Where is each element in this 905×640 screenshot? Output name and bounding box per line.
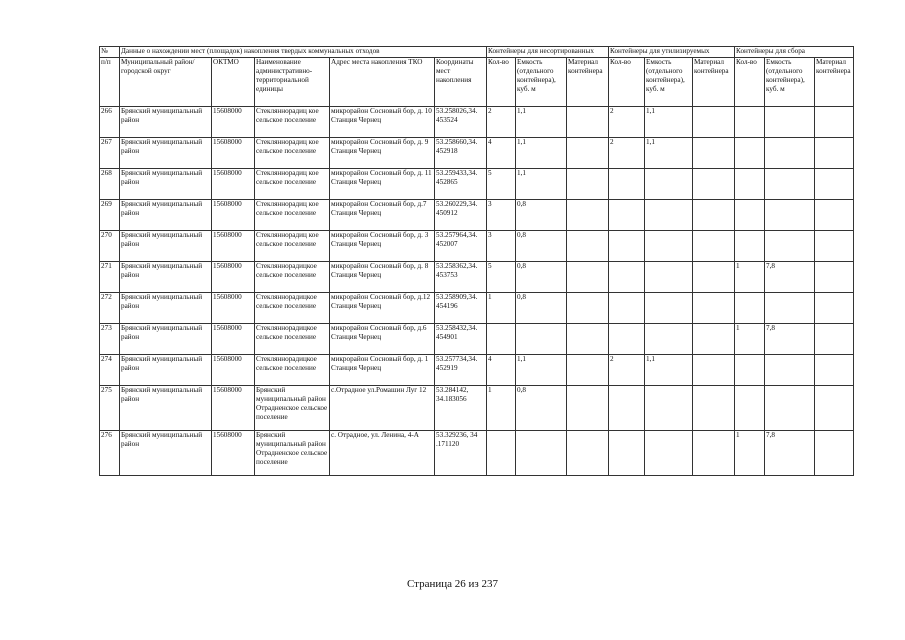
- col-district-cell: Брянский муниципальный район: [120, 138, 212, 169]
- col-collection-count-cell: 1: [735, 431, 765, 476]
- col-unsorted-capacity-cell: 0,8: [516, 200, 567, 231]
- col-collection-count-cell: 1: [735, 262, 765, 293]
- col-collection-count-cell: 1: [735, 324, 765, 355]
- table-row: [100, 386, 854, 431]
- col-address-cell: микрорайон Сосновый бор, д.6 Станция Чернец: [330, 324, 435, 355]
- col-unsorted-material-cell: [567, 386, 609, 431]
- col-collection-count-cell: [735, 386, 765, 431]
- table-row: [100, 262, 854, 293]
- col-collection-material-cell: [815, 138, 854, 169]
- col-unsorted-material-cell: [567, 200, 609, 231]
- col-unsorted-capacity-cell: 0,8: [516, 293, 567, 324]
- col-oktmo-cell: 15608000: [212, 231, 255, 262]
- col-collection-capacity-cell: 7,8: [765, 324, 815, 355]
- col-unsorted-capacity-cell: 1,1: [516, 138, 567, 169]
- col-coordinates-cell: 53.284142, 34.183056: [435, 386, 487, 431]
- col-recyclable-capacity-cell: [645, 431, 693, 476]
- col-recyclable-count-cell: [609, 200, 645, 231]
- col-recyclable-count-cell: [609, 293, 645, 324]
- col-recyclable-capacity-cell: [645, 386, 693, 431]
- col-collection-capacity-cell: [765, 169, 815, 200]
- col-oktmo-cell: 15608000: [212, 262, 255, 293]
- col-district-cell: Брянский муниципальный район: [120, 262, 212, 293]
- col-district-cell: Брянский муниципальный район: [120, 355, 212, 386]
- col-address-cell: с. Отрадное, ул. Ленина, 4-А: [330, 431, 435, 476]
- col-collection-capacity-cell: [765, 386, 815, 431]
- col-district-cell: Брянский муниципальный район: [120, 200, 212, 231]
- table-row: [100, 355, 854, 386]
- col-collection-count-cell: [735, 231, 765, 262]
- col-recyclable-count-cell: 2: [609, 107, 645, 138]
- col-unsorted-count-cell: 1: [487, 386, 516, 431]
- col-recyclable-material-cell: [693, 169, 735, 200]
- col-recyclable-material-cell: [693, 138, 735, 169]
- col-unsorted-material-cell: [567, 169, 609, 200]
- col-unsorted-material-cell: [567, 262, 609, 293]
- col-recyclable-capacity-cell: [645, 200, 693, 231]
- col-unsorted-capacity-cell: [516, 431, 567, 476]
- col-collection-count-cell: [735, 107, 765, 138]
- col-district-cell: Брянский муниципальный район: [120, 324, 212, 355]
- col-collection-capacity-cell: [765, 231, 815, 262]
- col-admin-unit-cell: Стекляннорадицкое сельское поселение: [255, 262, 330, 293]
- col-admin-unit-cell: Стекляннорадицкое сельское поселение: [255, 355, 330, 386]
- col-collection-count-cell: [735, 138, 765, 169]
- col-district-cell: Брянский муниципальный район: [120, 293, 212, 324]
- col-recyclable-material-header: Материал контейнера: [693, 58, 735, 107]
- col-coordinates-header: Координаты мест накопления: [435, 58, 487, 107]
- header-recyclable-containers: Контейнеры для утилизируемых: [609, 47, 735, 58]
- header-site-data: Данные о нахождении мест (площадок) накопления твердых коммунальных отходов: [120, 47, 487, 58]
- col-address-cell: микрорайон Сосновый бор, д. 10 Станция Чернец: [330, 107, 435, 138]
- col-collection-material-header: Материал контейнера: [815, 58, 854, 107]
- col-admin-unit-cell: Стекляннорадиц кое сельское поселение: [255, 200, 330, 231]
- col-unsorted-material-cell: [567, 355, 609, 386]
- col-admin-unit-cell: Стекляннорадицкое сельское поселение: [255, 324, 330, 355]
- header-collection-containers: Контейнеры для сбора: [735, 47, 854, 58]
- col-unsorted-count-cell: [487, 324, 516, 355]
- page-footer: Страница 26 из 237: [406, 578, 499, 590]
- col-oktmo-cell: 15608000: [212, 355, 255, 386]
- col-collection-capacity-cell: 7,8: [765, 431, 815, 476]
- col-collection-count-cell: [735, 169, 765, 200]
- col-recyclable-count-header: Кол-во: [609, 58, 645, 107]
- col-coordinates-cell: 53.260229,34. 450912: [435, 200, 487, 231]
- col-recyclable-material-cell: [693, 262, 735, 293]
- col-collection-material-cell: [815, 231, 854, 262]
- col-district-cell: Брянский муниципальный район: [120, 169, 212, 200]
- col-unsorted-capacity-cell: 1,1: [516, 169, 567, 200]
- col-oktmo-cell: 15608000: [212, 200, 255, 231]
- col-address-cell: микрорайон Сосновый бор, д. 8 Станция Чернец: [330, 262, 435, 293]
- col-unsorted-count-cell: 3: [487, 200, 516, 231]
- col-recyclable-count-cell: [609, 431, 645, 476]
- col-unsorted-capacity-cell: 0,8: [516, 386, 567, 431]
- col-collection-count-header: Кол-во: [735, 58, 765, 107]
- col-district-cell: Брянский муниципальный район: [120, 431, 212, 476]
- table-row: [100, 231, 854, 262]
- col-collection-capacity-cell: 7,8: [765, 262, 815, 293]
- col-collection-material-cell: [815, 293, 854, 324]
- col-unsorted-capacity-cell: 0,8: [516, 262, 567, 293]
- col-recyclable-capacity-cell: [645, 262, 693, 293]
- col-number-cell: 267: [100, 138, 120, 169]
- col-number-cell: 268: [100, 169, 120, 200]
- col-recyclable-material-cell: [693, 231, 735, 262]
- col-address-cell: микрорайон Сосновый бор, д.12 Станция Чернец: [330, 293, 435, 324]
- col-number-cell: 271: [100, 262, 120, 293]
- col-collection-capacity-header: Емкость (отдельного контейнера), куб. м: [765, 58, 815, 107]
- col-coordinates-cell: 53.258026,34. 453524: [435, 107, 487, 138]
- col-address-header: Адрес места накопления ТКО: [330, 58, 435, 107]
- col-recyclable-capacity-header: Емкость (отдельного контейнера), куб. м: [645, 58, 693, 107]
- col-unsorted-material-cell: [567, 324, 609, 355]
- col-admin-unit-cell: Стекляннорадиц кое сельское поселение: [255, 231, 330, 262]
- col-oktmo-cell: 15608000: [212, 431, 255, 476]
- col-coordinates-cell: 53.258362,34. 453753: [435, 262, 487, 293]
- col-unsorted-capacity-header: Емкость (отдельного контейнера), куб. м: [516, 58, 567, 107]
- waste-sites-table: [99, 46, 854, 476]
- col-collection-capacity-cell: [765, 200, 815, 231]
- col-district-cell: Брянский муниципальный район: [120, 231, 212, 262]
- col-unsorted-count-cell: 1: [487, 293, 516, 324]
- col-number-cell: 269: [100, 200, 120, 231]
- col-coordinates-cell: 53.329236, 34 .171120: [435, 431, 487, 476]
- col-oktmo-cell: 15608000: [212, 324, 255, 355]
- col-number-cell: 270: [100, 231, 120, 262]
- col-collection-capacity-cell: [765, 138, 815, 169]
- col-admin-unit-cell: Стекляннорадиц кое сельское поселение: [255, 107, 330, 138]
- col-unsorted-count-cell: 4: [487, 355, 516, 386]
- col-oktmo-cell: 15608000: [212, 293, 255, 324]
- col-recyclable-capacity-cell: 1,1: [645, 355, 693, 386]
- col-address-cell: микрорайон Сосновый бор, д. 9 Станция Чернец: [330, 138, 435, 169]
- col-recyclable-count-cell: 2: [609, 355, 645, 386]
- col-coordinates-cell: 53.258909,34. 454196: [435, 293, 487, 324]
- col-oktmo-cell: 15608000: [212, 169, 255, 200]
- col-unsorted-count-cell: 5: [487, 262, 516, 293]
- col-recyclable-material-cell: [693, 293, 735, 324]
- col-unsorted-count-cell: 5: [487, 169, 516, 200]
- table-row: [100, 107, 854, 138]
- col-address-cell: микрорайон Сосновый бор, д. 11 Станция Чернец: [330, 169, 435, 200]
- col-district-header: Муниципальный район/городской округ: [120, 58, 212, 107]
- col-recyclable-material-cell: [693, 107, 735, 138]
- col-recyclable-capacity-cell: [645, 169, 693, 200]
- col-oktmo-cell: 15608000: [212, 386, 255, 431]
- col-collection-material-cell: [815, 355, 854, 386]
- col-unsorted-count-cell: 4: [487, 138, 516, 169]
- col-recyclable-count-cell: 2: [609, 138, 645, 169]
- col-address-cell: микрорайон Сосновый бор, д. 1 Станция Чернец: [330, 355, 435, 386]
- col-unsorted-material-header: Материал контейнера: [567, 58, 609, 107]
- col-unsorted-material-cell: [567, 231, 609, 262]
- col-coordinates-cell: 53.258660,34. 452918: [435, 138, 487, 169]
- col-collection-material-cell: [815, 200, 854, 231]
- col-recyclable-material-cell: [693, 324, 735, 355]
- col-recyclable-count-cell: [609, 231, 645, 262]
- col-admin-unit-cell: Стекляннорадиц кое сельское поселение: [255, 169, 330, 200]
- col-collection-count-cell: [735, 293, 765, 324]
- col-recyclable-material-cell: [693, 355, 735, 386]
- col-number-cell: 274: [100, 355, 120, 386]
- column-headers: [100, 58, 854, 107]
- col-admin-unit-cell: Стекляннорадиц кое сельское поселение: [255, 138, 330, 169]
- col-oktmo-cell: 15608000: [212, 138, 255, 169]
- col-unsorted-count-cell: 2: [487, 107, 516, 138]
- col-number-cell: 266: [100, 107, 120, 138]
- col-recyclable-capacity-cell: 1,1: [645, 138, 693, 169]
- col-oktmo-cell: 15608000: [212, 107, 255, 138]
- table-row: [100, 324, 854, 355]
- col-coordinates-cell: 53.257734,34. 452919: [435, 355, 487, 386]
- col-collection-count-cell: [735, 200, 765, 231]
- col-collection-material-cell: [815, 262, 854, 293]
- col-coordinates-cell: 53.258432,34. 454901: [435, 324, 487, 355]
- col-unsorted-material-cell: [567, 107, 609, 138]
- col-recyclable-capacity-cell: [645, 231, 693, 262]
- col-admin-unit-cell: Стекляннорадицкое сельское поселение: [255, 293, 330, 324]
- col-recyclable-count-cell: [609, 262, 645, 293]
- col-collection-material-cell: [815, 386, 854, 431]
- col-number-header: п/п: [100, 58, 120, 107]
- col-collection-count-cell: [735, 355, 765, 386]
- col-unsorted-capacity-cell: 1,1: [516, 355, 567, 386]
- col-recyclable-capacity-cell: [645, 324, 693, 355]
- col-address-cell: с.Отрадное ул.Ромашин Луг 12: [330, 386, 435, 431]
- col-recyclable-material-cell: [693, 431, 735, 476]
- col-admin-unit-header: Наименование административно-территориальной единицы: [255, 58, 330, 107]
- col-collection-material-cell: [815, 169, 854, 200]
- col-unsorted-capacity-cell: 1,1: [516, 107, 567, 138]
- col-unsorted-capacity-cell: 0,8: [516, 231, 567, 262]
- col-recyclable-count-cell: [609, 386, 645, 431]
- col-unsorted-count-header: Кол-во: [487, 58, 516, 107]
- col-recyclable-count-cell: [609, 169, 645, 200]
- col-collection-material-cell: [815, 324, 854, 355]
- col-number-cell: 272: [100, 293, 120, 324]
- col-address-cell: микрорайон Сосновый бор, д.7 Станция Чернец: [330, 200, 435, 231]
- col-number-cell: 273: [100, 324, 120, 355]
- col-recyclable-capacity-cell: 1,1: [645, 107, 693, 138]
- col-unsorted-count-cell: [487, 431, 516, 476]
- col-unsorted-material-cell: [567, 431, 609, 476]
- col-admin-unit-cell: Брянский муниципальный район Отрадненское сельское поселение: [255, 431, 330, 476]
- col-number-cell: 275: [100, 386, 120, 431]
- col-unsorted-capacity-cell: [516, 324, 567, 355]
- col-coordinates-cell: 53.257964,34. 452007: [435, 231, 487, 262]
- col-number-cell: 276: [100, 431, 120, 476]
- col-district-cell: Брянский муниципальный район: [120, 386, 212, 431]
- table-row: [100, 138, 854, 169]
- col-coordinates-cell: 53.259433,34. 452865: [435, 169, 487, 200]
- header-number: №: [100, 47, 120, 58]
- col-district-cell: Брянский муниципальный район: [120, 107, 212, 138]
- header-unsorted-containers: Контейнеры для несортированных: [487, 47, 609, 58]
- col-recyclable-count-cell: [609, 324, 645, 355]
- table-row: [100, 431, 854, 476]
- table-row: [100, 200, 854, 231]
- col-oktmo-header: ОКТМО: [212, 58, 255, 107]
- col-collection-capacity-cell: [765, 355, 815, 386]
- table-body: [100, 107, 854, 476]
- col-collection-material-cell: [815, 431, 854, 476]
- col-unsorted-material-cell: [567, 293, 609, 324]
- col-admin-unit-cell: Брянский муниципальный район Отрадненское сельское поселение: [255, 386, 330, 431]
- col-recyclable-material-cell: [693, 200, 735, 231]
- col-collection-material-cell: [815, 107, 854, 138]
- table-row: [100, 293, 854, 324]
- table-row: [100, 169, 854, 200]
- col-collection-capacity-cell: [765, 107, 815, 138]
- col-recyclable-capacity-cell: [645, 293, 693, 324]
- col-unsorted-material-cell: [567, 138, 609, 169]
- col-address-cell: микрорайон Сосновый бор, д. 3 Станция Чернец: [330, 231, 435, 262]
- col-collection-capacity-cell: [765, 293, 815, 324]
- col-unsorted-count-cell: 3: [487, 231, 516, 262]
- col-recyclable-material-cell: [693, 386, 735, 431]
